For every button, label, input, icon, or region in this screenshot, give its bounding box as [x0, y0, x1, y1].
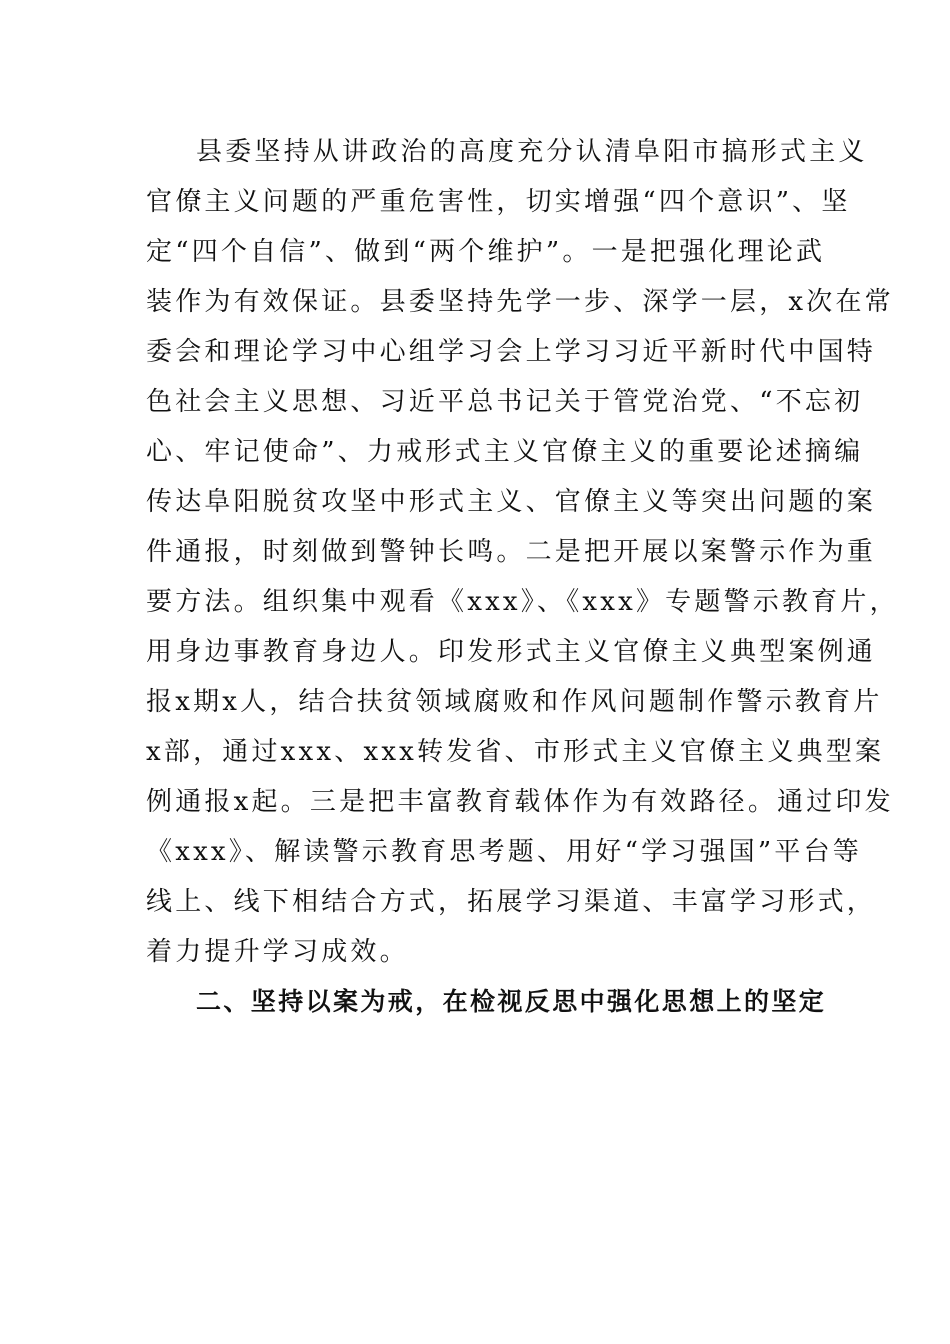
paragraph-line-2: 官僚主义问题的严重危害性，切实增强“四个意识”、坚	[146, 187, 851, 217]
paragraph-line-11: 用身边事教育身边人。印发形式主义官僚主义典型案例通	[146, 637, 877, 667]
section-heading: 二、坚持以案为戒，在检视反思中强化思想上的坚定	[196, 987, 827, 1016]
paragraph-line-14: 例通报x起。三是把丰富教育载体作为有效路径。通过印发	[146, 787, 894, 817]
paragraph-line-1: 县委坚持从讲政治的高度充分认清阜阳市搞形式主义	[196, 137, 868, 167]
paragraph-line-6: 色社会主义思想、习近平总书记关于管党治党、“不忘初	[146, 387, 864, 417]
paragraph-line-15: 《xxx》、解读警示教育思考题、用好“学习强国”平台等	[146, 837, 862, 867]
paragraph-line-5: 委会和理论学习中心组学习会上学习习近平新时代中国特	[146, 337, 877, 367]
paragraph-line-12: 报x期x人，结合扶贫领域腐败和作风问题制作警示教育片	[146, 687, 883, 717]
paragraph-line-17: 着力提升学习成效。	[146, 937, 409, 967]
paragraph-line-13: x部，通过xxx、xxx转发省、市形式主义官僚主义典型案	[146, 737, 885, 767]
paragraph-line-16: 线上、线下相结合方式，拓展学习渠道、丰富学习形式，	[146, 887, 877, 917]
paragraph-line-10: 要方法。组织集中观看《xxx》、《xxx》专题警示教育片，	[146, 587, 899, 617]
paragraph-line-9: 件通报，时刻做到警钟长鸣。二是把开展以案警示作为重	[146, 537, 877, 567]
paragraph-line-7: 心、牢记使命”、力戒形式主义官僚主义的重要论述摘编	[146, 437, 864, 467]
paragraph-line-8: 传达阜阳脱贫攻坚中形式主义、官僚主义等突出问题的案	[146, 487, 877, 517]
paragraph-line-4: 装作为有效保证。县委坚持先学一步、深学一层，x次在常	[146, 287, 894, 317]
paragraph-line-3: 定“四个自信”、做到“两个维护”。一是把强化理论武	[146, 237, 826, 267]
